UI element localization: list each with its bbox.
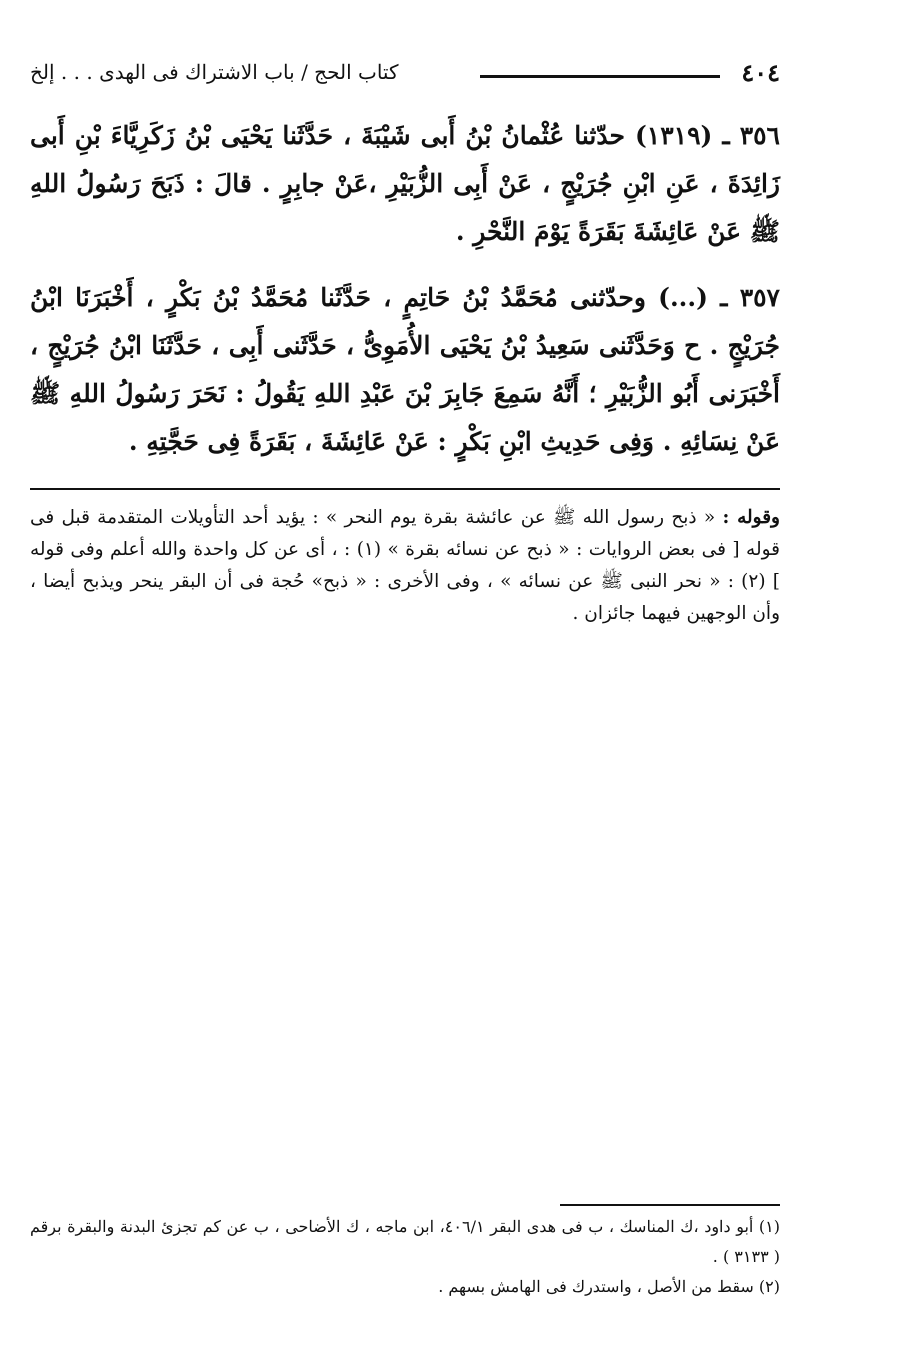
commentary-lead: وقوله : [722, 507, 780, 528]
commentary-text: « ذبح رسول الله ﷺ عن عائشة بقرة يوم النحر » : يؤيد أحد التأويلات المتقدمة قبل فى قوله [ فى بعض الروايات : « ذبح عن نسائه بقرة » (١) : ، أى عن كل واحدة والله أعلم وفى قوله ] (٢) : « نحر النبى ﷺ عن نسائه » ، وفى الأخرى : « ذبح» حُجة فى أن البقر ينحر ويذبح أيضا ، وأن الوجهين فيهما جائزان . [30, 507, 780, 624]
commentary-paragraph [30, 502, 780, 630]
running-title: كتاب الحج / باب الاشتراك فى الهدى . . . إلخ [30, 60, 399, 84]
commentary-divider [30, 488, 780, 490]
commentary [30, 502, 780, 630]
hadith-357: ٣٥٧ ـ (...) وحدّثنى مُحَمَّدُ بْنُ حَاتِمٍ ، حَدَّثَنا مُحَمَّدُ بْنُ بَكْرٍ ، أَخْبَرَنَا ابْنُ جُرَيْجٍ . ح وَحَدَّثَنى سَعِيدُ بْنُ يَحْيَى الأُمَوِىُّ ، حَدَّثَنى أَبِى ، حَدَّثَنَا ابْنُ جُرَيْجٍ ، أَخْبَرَنى أَبُو الزُّبَيْرِ ؛ أَنَّهُ سَمِعَ جَابِرَ بْنَ عَبْدِ اللهِ يَقُولُ : نَحَرَ رَسُولُ اللهِ ﷺ عَنْ نِسَائِهِ . وَفِى حَدِيثِ ابْنِ بَكْرٍ : عَنْ عَائِشَةَ ، بَقَرَةً فِى حَجَّتِهِ . [30, 283, 780, 456]
hadith-356: ٣٥٦ ـ (١٣١٩) حدّثنا عُثْمانُ بْنُ أَبى شَيْبَةَ ، حَدَّثَنا يَحْيَى بْنُ زَكَرِيَّاءَ بْنِ أَبى زَائِدَةَ ، عَنِ ابْنِ جُرَيْجٍ ، عَنْ أَبِى الزُّبَيْرِ ،عَنْ جابِرٍ . قالَ : ذَبَحَ رَسُولُ اللهِ ﷺ عَنْ عَائِشَةَ بَقَرَةً يَوْمَ النَّحْرِ . [30, 121, 780, 246]
footnotes [30, 1212, 780, 1302]
header-rule [480, 75, 720, 78]
footnote-2: (٢) سقط من الأصل ، واستدرك فى الهامش بسهم . [438, 1277, 780, 1296]
footnote-1: (١) أبو داود ،ك المناسك ، ب فى هدى البقر ٤٠٦/١، ابن ماجه ، ك الأضاحى ، ب عن كم تجزئ البدنة والبقرة برقم ( ٣١٣٣ ) . [30, 1217, 781, 1266]
running-header [30, 58, 780, 92]
footnote-divider [560, 1204, 780, 1206]
page-number: ٤٠٤ [741, 58, 780, 87]
hadith-text [30, 112, 780, 484]
